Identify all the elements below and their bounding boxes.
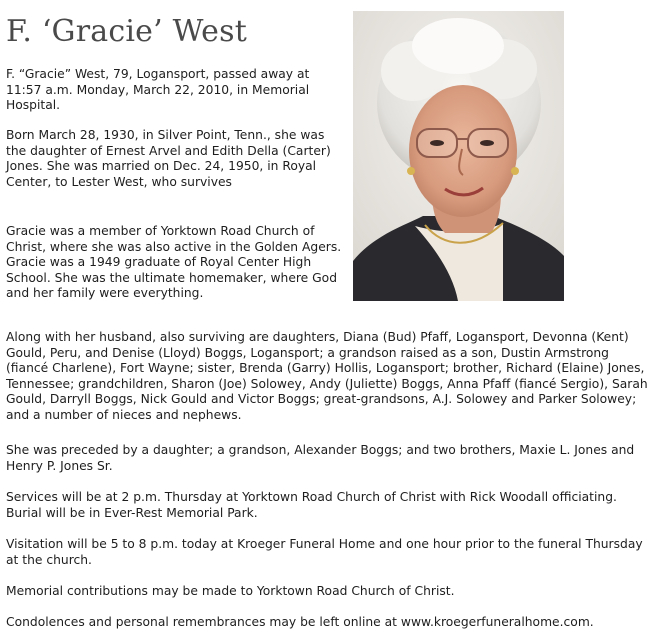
portrait-photo (353, 11, 564, 301)
paragraph-condolences: Condolences and personal remembrances may be left online at www.kroegerfuneralhome.com. (6, 615, 594, 629)
paragraph-preceded: She was preceded by a daughter; a grandson, Alexander Boggs; and two brothers, Maxie L. Jones and Henry P. Jones Sr. (6, 443, 635, 473)
paragraph-survivors: Along with her husband, also surviving are daughters, Diana (Bud) Pfaff, Logansport, Devonna (Kent) Gould, Peru, and Denise (Lloyd) Boggs, Logansport; a grandson raised as a son, Dustin Armstrong (fiancé Charlene), Fort Wayne; sister, Brenda (Garry) Hollis, Logansport; brother, Richard (Elaine) Jones, Tennessee; grandchildren, Sharon (Joe) Solowey, Andy (Juliette) Boggs, Anna Pfaff (fiancé Sergio), Sarah Gould, Darryll Boggs, Nick Gould and Victor Boggs; great-grandsons, A.J. Solowey and Parker Solowey; and a number of nieces and nephews. (6, 330, 648, 422)
paragraph-birth-marriage: Born March 28, 1930, in Silver Point, Tenn., she was the daughter of Ernest Arvel and Edith Della (Carter) Jones. She was married on Dec. 24, 1950, in Royal Center, to Lester West, who survives (6, 128, 331, 189)
paragraph-memorial: Memorial contributions may be made to Yorktown Road Church of Christ. (6, 584, 455, 598)
paragraph-services: Services will be at 2 p.m. Thursday at Yorktown Road Church of Christ with Rick Woodall officiating. Burial will be in Ever-Rest Memorial Park. (6, 490, 617, 520)
paragraph-church-life: Gracie was a member of Yorktown Road Church of Christ, where she was also active in the Golden Agers. Gracie was a 1949 graduate of Royal Center High School. She was the ultimate homemaker, where God and her family were everything. (6, 224, 342, 300)
obituary-title: F. ‘Gracie’ West (6, 14, 247, 49)
paragraph-death-notice: F. “Gracie” West, 79, Logansport, passed away at 11:57 a.m. Monday, March 22, 2010, in Memorial Hospital. (6, 67, 310, 112)
paragraph-visitation: Visitation will be 5 to 8 p.m. today at Kroeger Funeral Home and one hour prior to the funeral Thursday at the church. (6, 537, 643, 567)
